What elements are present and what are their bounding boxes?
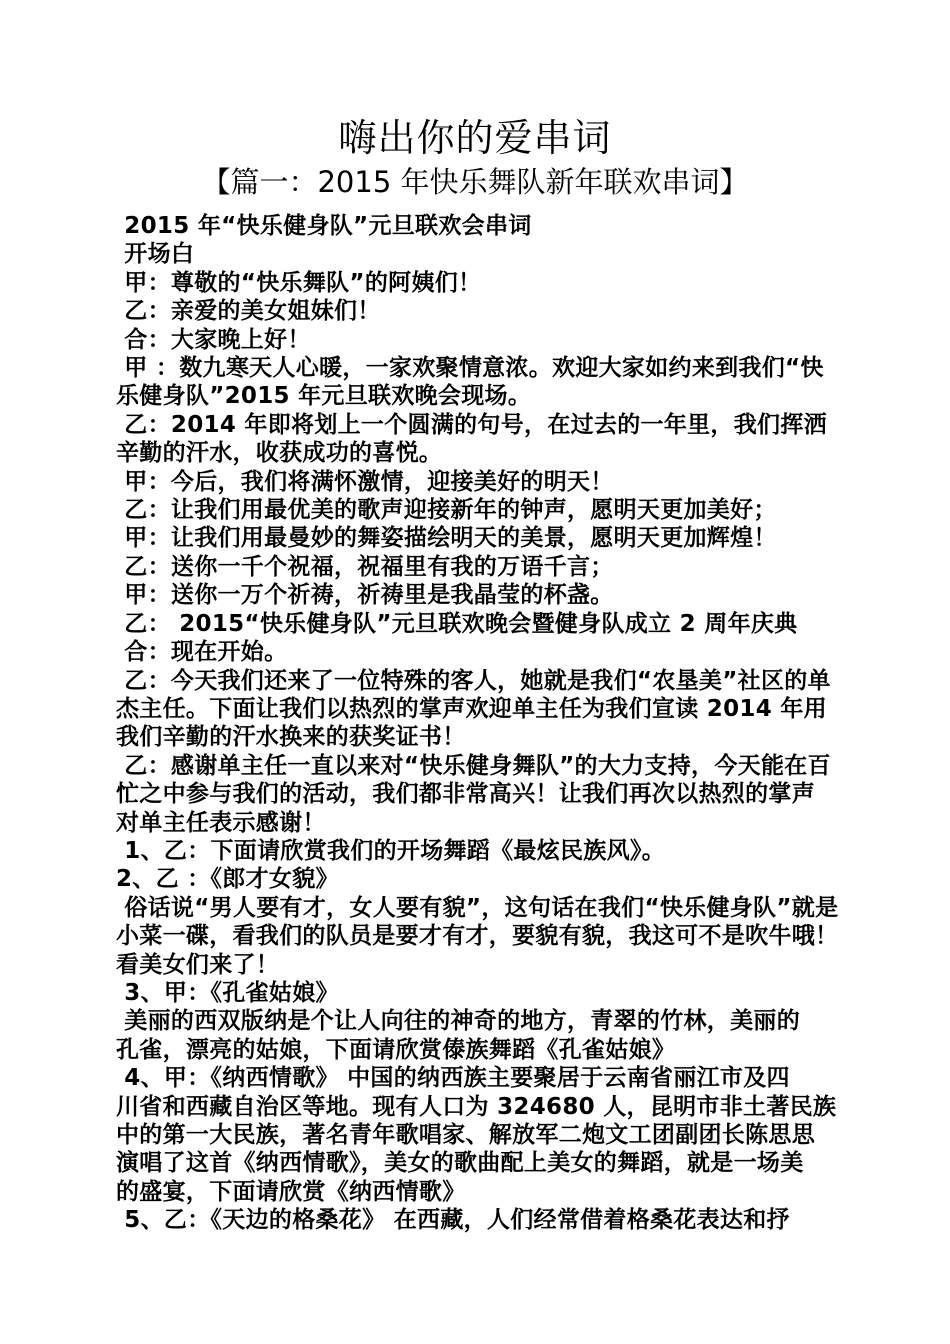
- text-line: 对单主任表示感谢！: [116, 809, 326, 836]
- text-line: 孔雀，漂亮的姑娘，下面请欣赏傣族舞蹈《孔雀姑娘》: [116, 1036, 676, 1063]
- text-line: 的盛宴，下面请欣赏《纳西情歌》: [116, 1178, 466, 1205]
- text-line: 辛勤的汗水，收获成功的喜悦。: [116, 440, 443, 467]
- text-line: 看美女们来了！: [116, 951, 280, 978]
- document-subtitle: 【篇一：2015 年快乐舞队新年联欢串词】: [201, 165, 749, 199]
- text-line: 中的第一大民族，著名青年歌唱家、解放军二炮文工团副团长陈思思: [116, 1122, 815, 1148]
- text-line: 川省和西藏自治区等地。现有人口为 324680 人，昆明市非土著民族: [116, 1093, 837, 1120]
- text-line: 乙：2014 年即将划上一个圆满的句号，在过去的一年里，我们挥洒: [116, 411, 827, 438]
- text-line: 甲：尊敬的“快乐舞队”的阿姨们！: [116, 269, 482, 296]
- text-line: 合：现在开始。: [116, 639, 288, 666]
- text-line: 乐健身队”2015 年元旦联欢晚会现场。: [116, 383, 532, 410]
- text-line: 乙： 2015“快乐健身队”元旦联欢晚会暨健身队成立 2 周年庆典: [116, 610, 798, 637]
- text-line: 乙：今天我们还来了一位特殊的客人，她就是我们“农垦美”社区的单: [116, 667, 831, 694]
- text-line: 小菜一碟，看我们的队员是要才有才，要貌有貌，我这可不是吹牛哦！: [116, 923, 839, 950]
- text-line: 1、乙：下面请欣赏我们的开场舞蹈《最炫民族风》。: [116, 837, 666, 864]
- text-line: 乙：感谢单主任一直以来对“快乐健身舞队”的大力支持，今天能在百: [116, 752, 831, 779]
- text-line: 我们辛勤的汗水换来的获奖证书！: [116, 724, 466, 751]
- text-line: 4、甲：《纳西情歌》 中国的纳西族主要聚居于云南省丽江市及四: [116, 1065, 790, 1092]
- text-line: 2015 年“快乐健身队”元旦联欢会串词: [116, 213, 532, 239]
- text-line: 杰主任。下面让我们以热烈的掌声欢迎单主任为我们宣读 2014 年用: [116, 695, 827, 722]
- text-line: 俗话说“男人要有才，女人要有貌”，这句话在我们“快乐健身队”就是: [116, 894, 839, 921]
- text-line: 3、甲：《孔雀姑娘》: [116, 979, 339, 1006]
- text-line: 2、乙 ：《郎才女貌》: [116, 866, 339, 893]
- text-line: 甲：今后，我们将满怀激情，迎接美好的明天！: [116, 468, 614, 495]
- document-title: 嗨出你的爱串词: [338, 116, 612, 160]
- text-line: 甲：送你一万个祈祷，祈祷里是我晶莹的杯盏。: [116, 582, 614, 609]
- text-line: 演唱了这首《纳西情歌》，美女的歌曲配上美女的舞蹈，就是一场美: [116, 1150, 804, 1177]
- text-line: 开场白: [116, 241, 195, 268]
- text-line: 美丽的西双版纳是个让人向往的神奇的地方，青翠的竹林，美丽的: [116, 1008, 801, 1035]
- text-line: 甲：让我们用最曼妙的舞姿描绘明天的美景，愿明天更加辉煌！: [116, 525, 777, 552]
- text-line: 乙：送你一千个祝福，祝福里有我的万语千言；: [116, 553, 614, 580]
- text-line: 甲 ：数九寒天人心暖，一家欢聚情意浓。欢迎大家如约来到我们“快: [116, 355, 824, 382]
- document-body: [116, 212, 846, 1235]
- text-line: 5、乙：《天边的格桑花》 在西藏，人们经常借着格桑花表达和抒: [116, 1207, 790, 1234]
- text-line: 忙之中参与我们的活动，我们都非常高兴！让我们再次以热烈的掌声: [116, 781, 815, 808]
- text-line: 乙：让我们用最优美的歌声迎接新年的钟声，愿明天更加美好；: [116, 497, 777, 524]
- text-line: 乙：亲爱的美女姐妹们！: [116, 298, 381, 325]
- text-line: 合：大家晚上好！: [116, 326, 311, 353]
